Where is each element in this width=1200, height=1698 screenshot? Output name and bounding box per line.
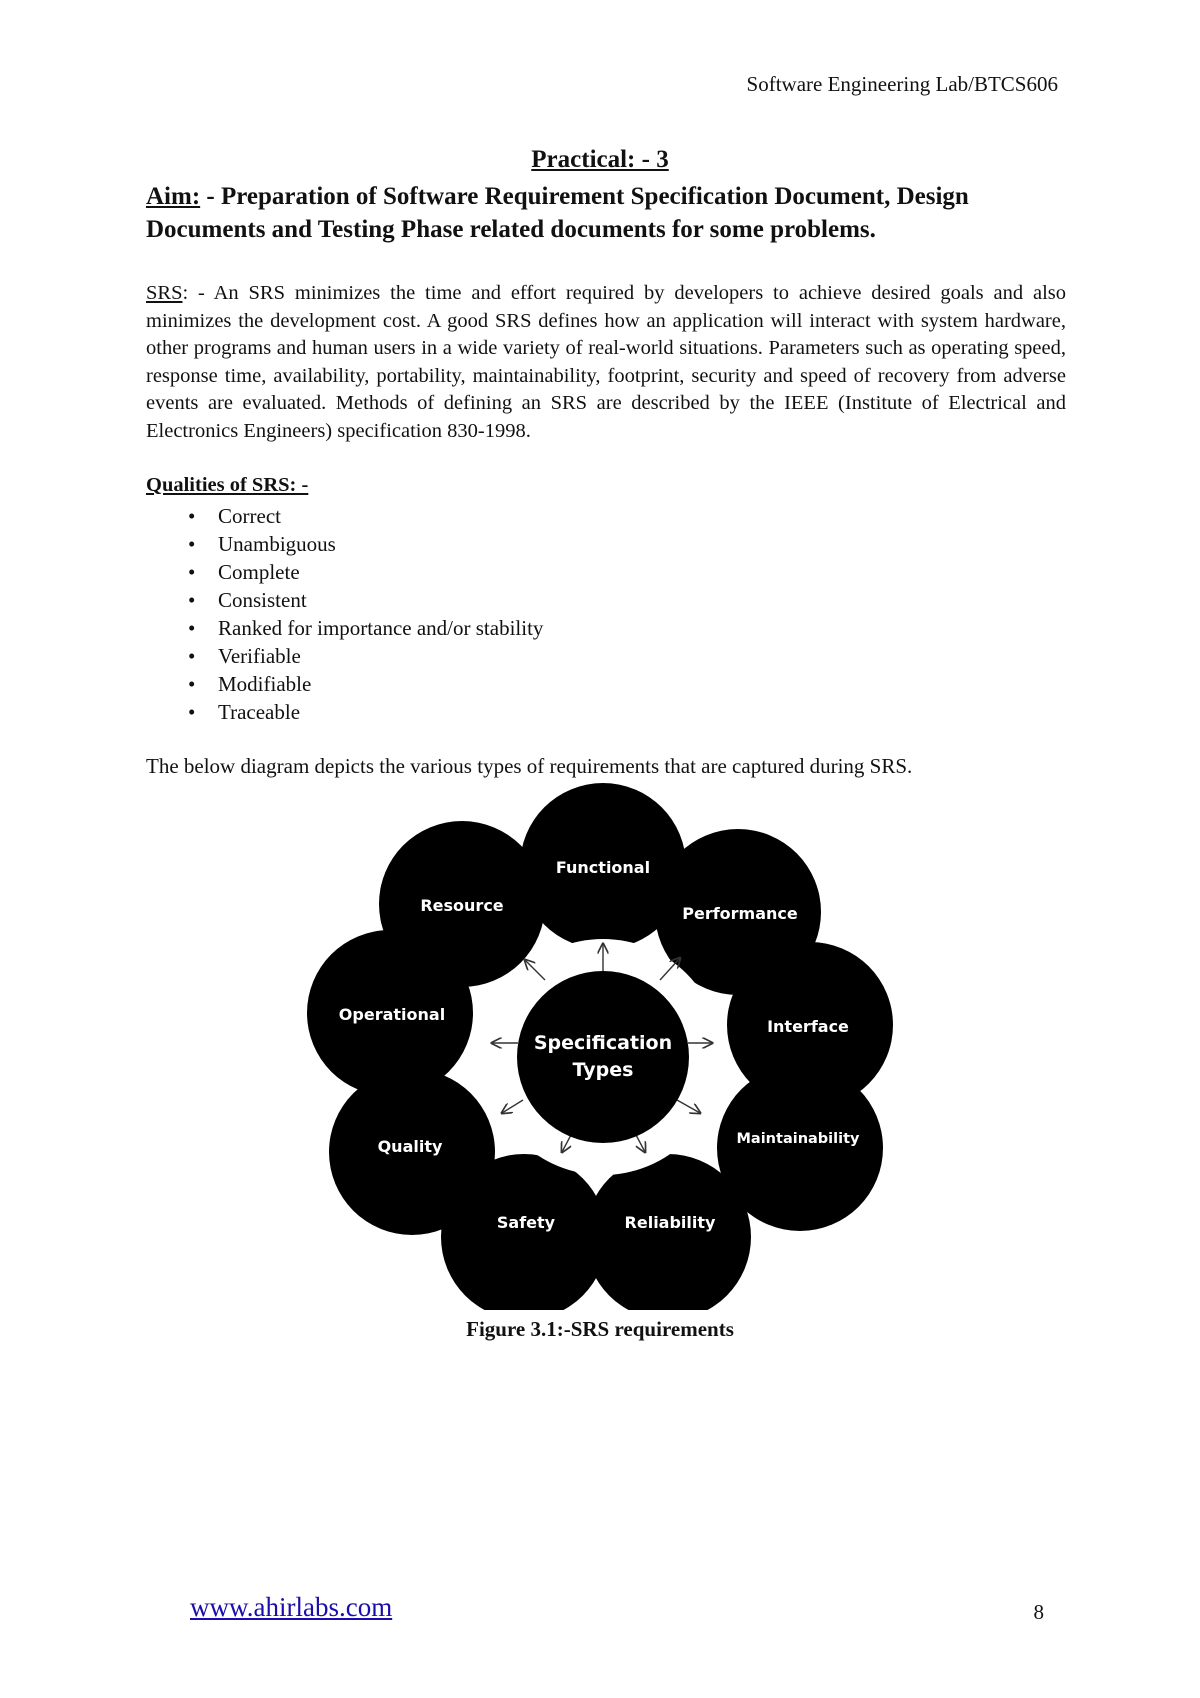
label-reliability: Reliability <box>624 1213 716 1232</box>
list-item: • Traceable <box>188 700 301 724</box>
qualities-heading: Qualities of SRS: - <box>146 474 309 496</box>
bullet-icon: • <box>188 504 196 528</box>
bullet-icon: • <box>188 616 196 640</box>
center-label-line1: Specification <box>533 1032 673 1054</box>
bullet-icon: • <box>188 644 196 668</box>
label-quality: Quality <box>377 1137 443 1156</box>
label-resource: Resource <box>420 896 504 915</box>
aim-paragraph <box>146 180 1076 246</box>
diagram-intro: The below diagram depicts the various types of requirements that are captured during SRS. <box>146 754 913 778</box>
list-item: • Correct <box>188 504 281 528</box>
specification-types-diagram <box>280 780 940 1310</box>
center-label-line2: Types <box>572 1059 634 1081</box>
bullet-icon: • <box>188 700 196 724</box>
bullet-icon: • <box>188 672 196 696</box>
running-header: Software Engineering Lab/BTCS606 <box>746 72 1058 96</box>
list-item: • Complete <box>188 560 300 584</box>
srs-paragraph <box>146 280 1066 446</box>
bullet-icon: • <box>188 560 196 584</box>
bullet-icon: • <box>188 532 196 556</box>
list-item: • Consistent <box>188 588 307 612</box>
list-item: • Ranked for importance and/or stability <box>188 616 544 640</box>
page-number: 8 <box>1033 1600 1044 1624</box>
center-node <box>517 971 689 1143</box>
aim-label: Aim: <box>146 183 201 210</box>
label-maintainability: Maintainability <box>736 1131 860 1147</box>
figure-caption: Figure 3.1:-SRS requirements <box>466 1317 734 1341</box>
label-functional: Functional <box>555 858 651 877</box>
aim-text: - Preparation of Software Requirement Specification Document, Design Documents and Testing Phase related documents for some problems. <box>146 183 969 243</box>
label-operational: Operational <box>338 1005 446 1024</box>
label-performance: Performance <box>682 904 798 923</box>
list-item: • Modifiable <box>188 672 312 696</box>
srs-label: SRS <box>146 282 183 304</box>
label-safety: Safety <box>496 1213 556 1232</box>
qualities-list <box>146 502 543 726</box>
srs-text: : - An SRS minimizes the time and effort required by developers to achieve desired goals and also minimizes the development cost. A good SRS defines how an application will interact with system hardware, other programs and human users in a wide variety of real-world situations. Parameters such as operating speed, response time, availability, portability, maintainability, footprint, security and speed of recovery from adverse events are evaluated. Methods of defining an SRS are described by the IEEE (Institute of Electrical and Electronics Engineers) specification 830-1998. <box>146 282 1066 442</box>
list-item: • Unambiguous <box>188 532 336 556</box>
bullet-icon: • <box>188 588 196 612</box>
label-interface: Interface <box>767 1017 849 1036</box>
footer-website-link[interactable]: www.ahirlabs.com <box>190 1592 393 1622</box>
practical-title: Practical: - 3 <box>531 146 669 173</box>
list-item: • Verifiable <box>188 644 301 668</box>
